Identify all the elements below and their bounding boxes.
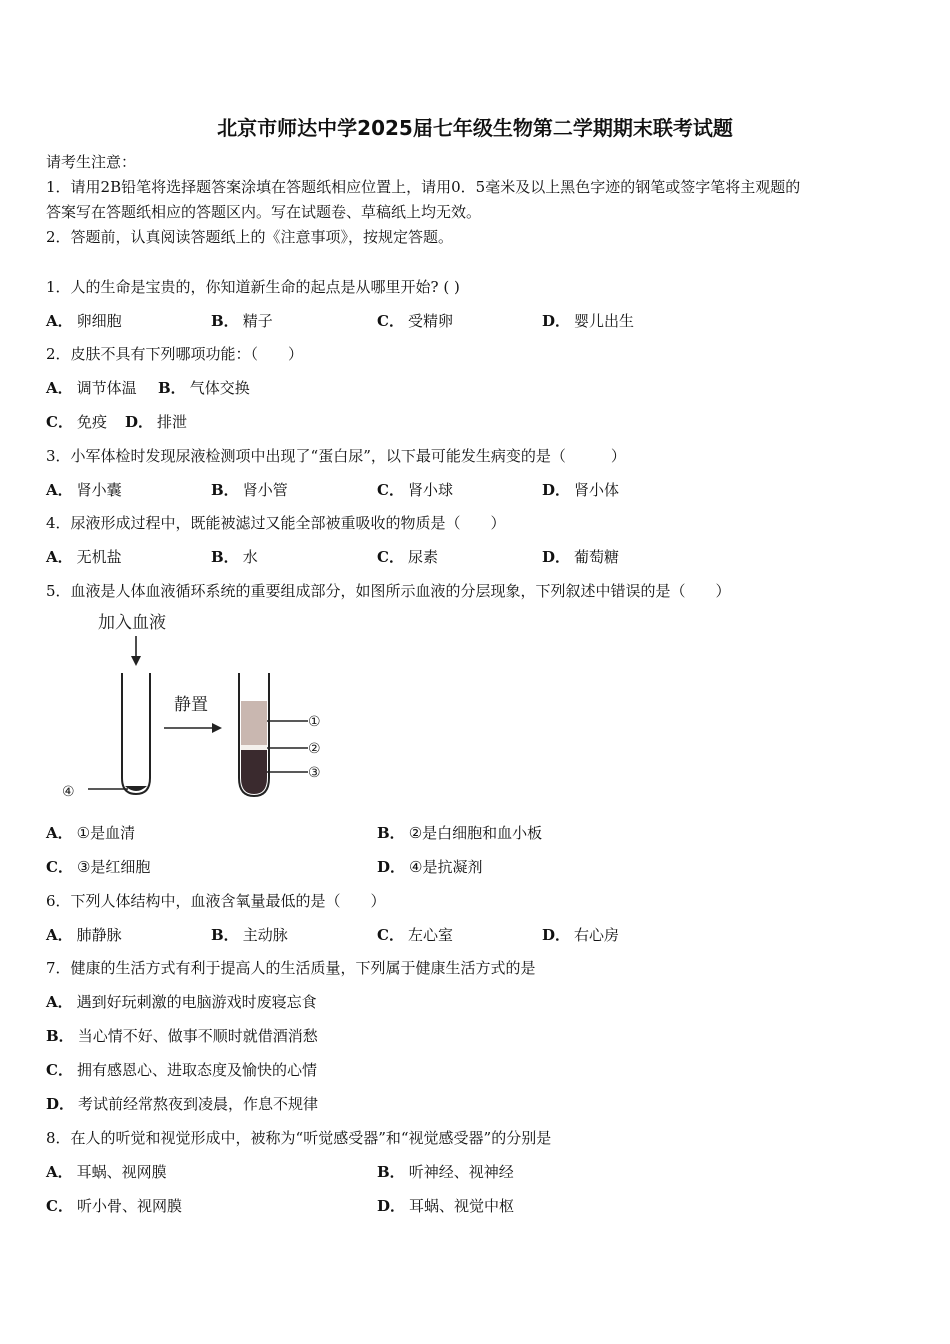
q7-option-a: A． 遇到好玩刺激的电脑游戏时废寝忘食 bbox=[46, 993, 317, 1011]
q6-option-c: C． 左心室 bbox=[377, 926, 453, 944]
label-4: ④ bbox=[62, 784, 75, 800]
q8-option-c: C． 听小骨、视网膜 bbox=[46, 1197, 182, 1215]
label-3: ③ bbox=[308, 765, 321, 781]
q8-option-d: D． 耳蜗、视觉中枢 bbox=[377, 1197, 515, 1215]
question-7-stem: 7．健康的生活方式有利于提高人的生活质量，下列属于健康生活方式的是 bbox=[46, 959, 536, 977]
q2-option-c: C． 免疫 bbox=[46, 413, 107, 431]
plasma-layer bbox=[241, 701, 267, 745]
notice-line-1b: 答案写在答题纸相应的答题区内。写在试题卷、草稿纸上均无效。 bbox=[46, 203, 482, 221]
left-test-tube bbox=[122, 673, 150, 794]
q1-option-c: C． 受精卵 bbox=[377, 312, 453, 330]
question-3-stem: 3．小军体检时发现尿液检测项中出现了“蛋白尿”，以下最可能发生病变的是（ ） bbox=[46, 447, 626, 465]
q5-option-d: D． ④是抗凝剂 bbox=[377, 858, 483, 876]
red-cell-layer bbox=[241, 750, 267, 794]
notice-line-1a: 1．请用2B铅笔将选择题答案涂填在答题纸相应位置上，请用0．5毫米及以上黑色字迹的钢笔或签字笔将主观题的 bbox=[46, 178, 801, 196]
q5-option-a: A． ①是血清 bbox=[46, 824, 136, 842]
q2-option-d: D． 排泄 bbox=[125, 413, 188, 431]
q8-option-a: A． 耳蜗、视网膜 bbox=[46, 1163, 167, 1181]
label-2: ② bbox=[308, 741, 321, 757]
q2-option-b: B． 气体交换 bbox=[158, 379, 250, 397]
q5-option-c: C． ③是红细胞 bbox=[46, 858, 151, 876]
left-tube-bottom bbox=[125, 786, 147, 791]
q7-option-d: D． 考试前经常熬夜到凌晨，作息不规律 bbox=[46, 1095, 319, 1113]
q6-option-a: A． 肺静脉 bbox=[46, 926, 122, 944]
q4-option-b: B． 水 bbox=[211, 548, 258, 566]
question-5-stem: 5．血液是人体血液循环系统的重要组成部分，如图所示血液的分层现象，下列叙述中错误的是（ ） bbox=[46, 582, 731, 600]
add-arrow-head bbox=[131, 656, 141, 666]
q3-option-d: D． 肾小体 bbox=[542, 481, 620, 499]
blood-layering-figure bbox=[46, 606, 346, 806]
question-6-stem: 6．下列人体结构中，血液含氧量最低的是（ ） bbox=[46, 892, 386, 910]
blood-layering-diagram bbox=[46, 606, 346, 806]
q3-option-c: C． 肾小球 bbox=[377, 481, 453, 499]
q7-option-b: B． 当心情不好、做事不顺时就借酒消愁 bbox=[46, 1027, 318, 1045]
q5-option-b: B． ②是白细胞和血小板 bbox=[377, 824, 543, 842]
notice-line-2: 2．答题前，认真阅读答题纸上的《注意事项》，按规定答题。 bbox=[46, 228, 454, 246]
q8-option-b: B． 听神经、视神经 bbox=[377, 1163, 514, 1181]
q4-option-c: C． 尿素 bbox=[377, 548, 438, 566]
settle-label: 静置 bbox=[174, 695, 208, 715]
q1-option-b: B． 精子 bbox=[211, 312, 273, 330]
q3-option-a: A． 肾小囊 bbox=[46, 481, 122, 499]
question-1-stem: 1．人的生命是宝贵的，你知道新生命的起点是从哪里开始? ( ) bbox=[46, 278, 460, 296]
settle-arrow-head bbox=[212, 723, 222, 733]
question-8-stem: 8．在人的听觉和视觉形成中，被称为“听觉感受器”和“视觉感受器”的分别是 bbox=[46, 1129, 552, 1147]
q4-option-a: A． 无机盐 bbox=[46, 548, 122, 566]
q6-option-b: B． 主动脉 bbox=[211, 926, 288, 944]
buffy-layer bbox=[241, 745, 267, 750]
q1-option-a: A． 卵细胞 bbox=[46, 312, 122, 330]
q6-option-d: D． 右心房 bbox=[542, 926, 620, 944]
question-4-stem: 4．尿液形成过程中，既能被滤过又能全部被重吸收的物质是（ ） bbox=[46, 514, 506, 532]
q3-option-b: B． 肾小管 bbox=[211, 481, 288, 499]
q7-option-c: C． 拥有感恩心、进取态度及愉快的心情 bbox=[46, 1061, 317, 1079]
q2-option-a: A． 调节体温 bbox=[46, 379, 137, 397]
add-blood-label: 加入血液 bbox=[98, 613, 166, 633]
question-2-stem: 2．皮肤不具有下列哪项功能：（ ） bbox=[46, 345, 304, 363]
notice-heading: 请考生注意： bbox=[46, 153, 137, 171]
q1-option-d: D． 婴儿出生 bbox=[542, 312, 635, 330]
label-1: ① bbox=[308, 714, 321, 730]
page-title: 北京市师达中学2025届七年级生物第二学期期末联考试题 bbox=[217, 116, 733, 140]
q4-option-d: D． 葡萄糖 bbox=[542, 548, 620, 566]
